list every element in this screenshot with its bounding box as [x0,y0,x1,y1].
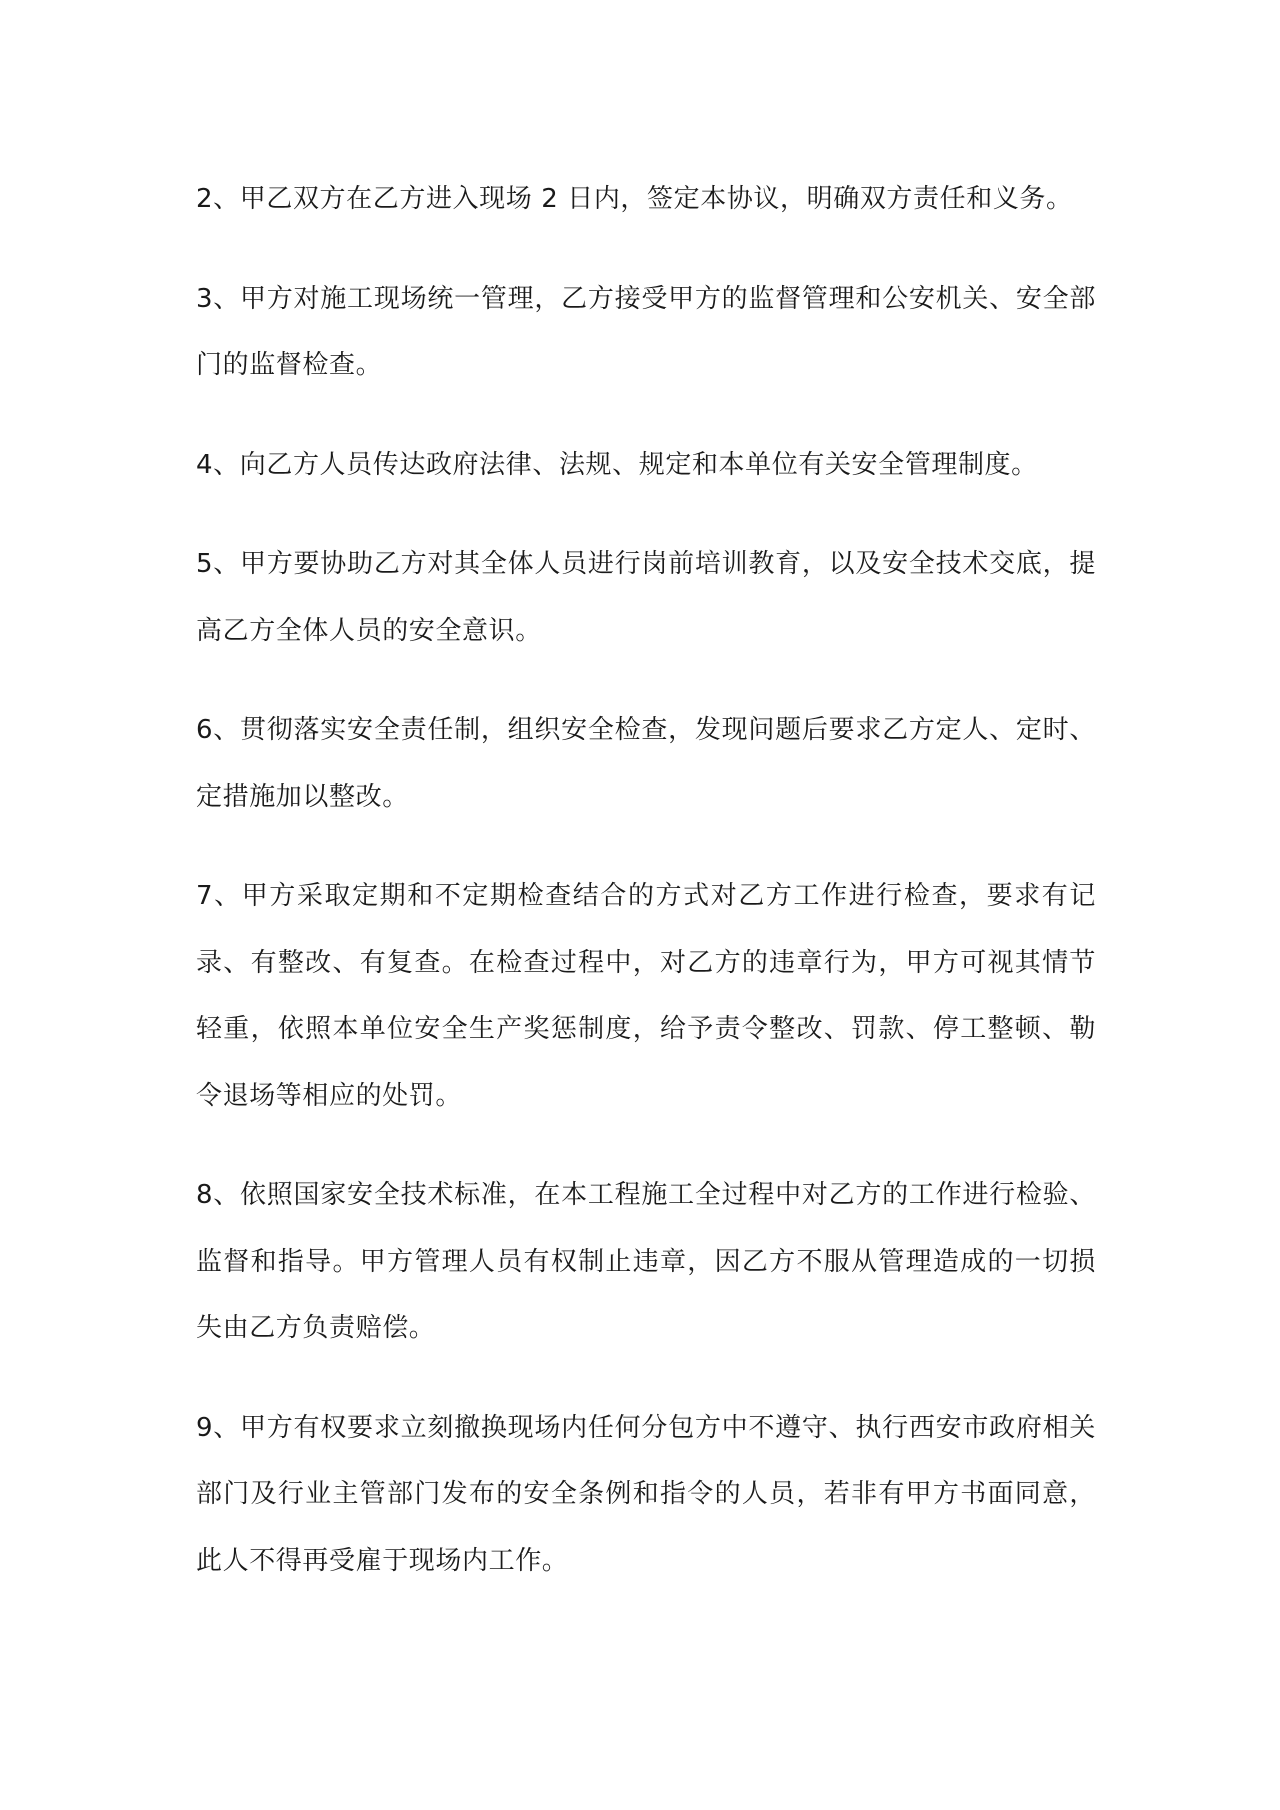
clause-8: 8、依照国家安全技术标准，在本工程施工全过程中对乙方的工作进行检验、监督和指导。甲方管理人员有权制止违章，因乙方不服从管理造成的一切损失由乙方负责赔偿。 [196,1180,1096,1343]
clause-3: 3、甲方对施工现场统一管理，乙方接受甲方的监督管理和公安机关、安全部门的监督检查。 [196,283,1096,380]
document-body [196,166,1096,1594]
clause-5: 5、甲方要协助乙方对其全体人员进行岗前培训教育，以及安全技术交底，提高乙方全体人员的安全意识。 [196,549,1096,646]
clause-7: 7、甲方采取定期和不定期检查结合的方式对乙方工作进行检查，要求有记录、有整改、有复查。在检查过程中，对乙方的违章行为，甲方可视其情节轻重，依照本单位安全生产奖惩制度，给予责令整改、罚款、停工整顿、勒令退场等相应的处罚。 [196,881,1096,1111]
clause-6: 6、贯彻落实安全责任制，组织安全检查，发现问题后要求乙方定人、定时、定措施加以整改。 [196,715,1096,812]
clause-9: 9、甲方有权要求立刻撤换现场内任何分包方中不遵守、执行西安市政府相关部门及行业主管部门发布的安全条例和指令的人员，若非有甲方书面同意，此人不得再受雇于现场内工作。 [196,1412,1096,1576]
clause-4: 4、向乙方人员传达政府法律、法规、规定和本单位有关安全管理制度。 [196,449,1038,480]
clause-2: 2、甲乙双方在乙方进入现场 2 日内，签定本协议，明确双方责任和义务。 [196,184,1073,214]
